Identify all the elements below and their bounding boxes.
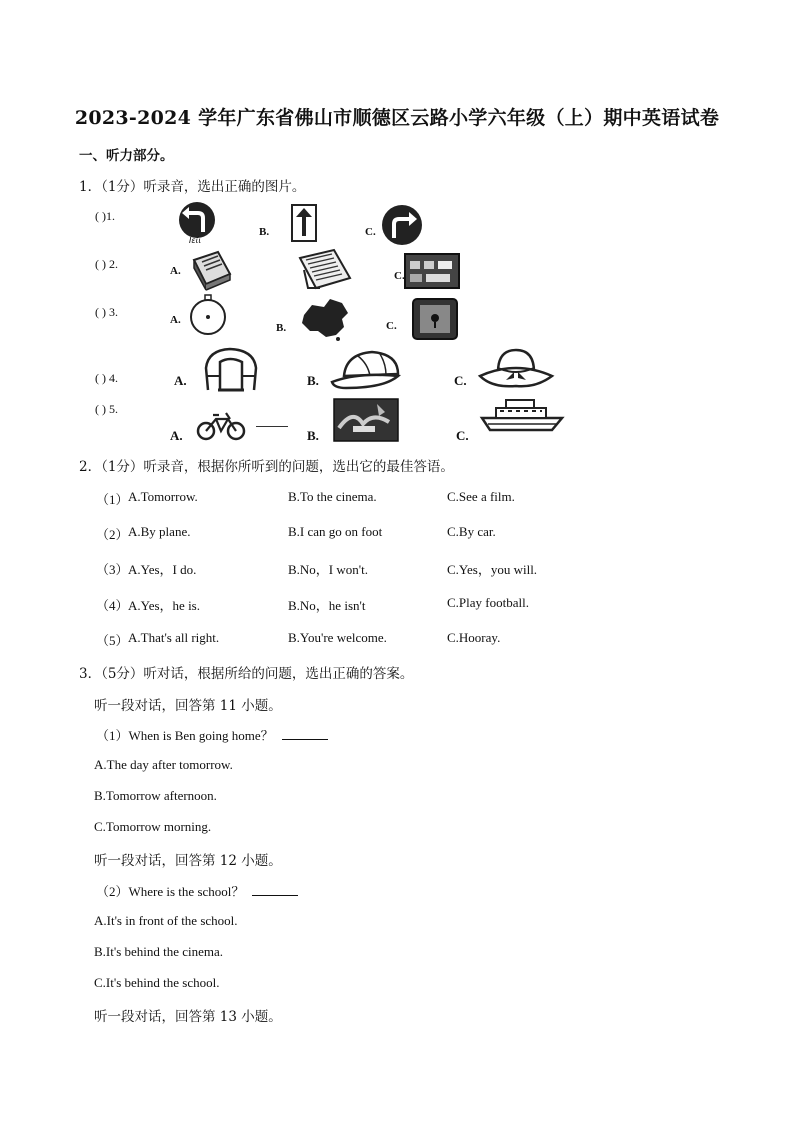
q1-row-2-paren: ( ) 2. xyxy=(95,257,118,271)
newspaper-icon xyxy=(296,248,354,292)
q3-sub-1-option-a: A.The day after tomorrow. xyxy=(94,757,233,772)
q3-intro-1: 听一段对话，回答第 11 小题。 xyxy=(94,698,282,714)
q2-item-4-num: （4） xyxy=(96,598,129,613)
q3-sub-2-option-c: C.It's behind the school. xyxy=(94,975,220,990)
section-heading-listening: 一、听力部分。 xyxy=(79,148,174,164)
china-map-icon xyxy=(298,297,350,341)
svg-text:Ιείι: Ιείι xyxy=(189,236,202,245)
q2-item-3-option-a: A.Yes，I do. xyxy=(128,562,197,577)
q2-item-4-option-a: A.Yes，he is. xyxy=(128,598,200,613)
cd-case-icon xyxy=(404,253,460,289)
q2-item-5-option-b: B.You're welcome. xyxy=(288,630,387,645)
q2-item-1-option-a: A.Tomorrow. xyxy=(128,489,198,504)
q3-sub-1-question-text: （1）When is Ben going home？ xyxy=(96,728,274,743)
page-title: 2023-2024 学年广东省佛山市顺德区云路小学六年级（上）期中英语试卷 xyxy=(74,107,720,129)
q2-item-2-num: （2） xyxy=(96,527,129,542)
sled-scene-icon xyxy=(333,398,399,442)
q3-sub-1-question xyxy=(96,725,328,744)
q2-item-2-option-b: B.I can go on foot xyxy=(288,524,383,539)
q2-item-4-option-b: B.No，he isn't xyxy=(288,598,366,613)
ship-icon xyxy=(480,398,564,434)
q1-row-1-label-c: C. xyxy=(365,226,376,238)
question-2-prompt: 2．（1分）听录音，根据你所听到的问题，选出它的最佳答语。 xyxy=(79,459,454,475)
bicycle-icon xyxy=(196,410,246,442)
q1-row-4-paren: ( ) 4. xyxy=(95,371,118,385)
q1-row-5-label-b: B. xyxy=(307,428,319,443)
answer-blank[interactable] xyxy=(282,727,328,740)
cap-icon xyxy=(328,348,408,392)
q3-intro-3: 听一段对话，回答第 13 小题。 xyxy=(94,1009,282,1025)
answer-blank[interactable] xyxy=(252,883,298,896)
q2-item-1-num: （1） xyxy=(96,492,129,507)
sun-hat-icon xyxy=(476,346,556,394)
q2-item-2-option-c: C.By car. xyxy=(447,524,496,539)
navigation-device-icon xyxy=(412,298,458,340)
q1-row-1-label-b: B. xyxy=(259,226,270,238)
turn-left-sign-icon xyxy=(175,202,221,244)
compass-icon xyxy=(188,294,228,336)
q2-item-1-option-b: B.To the cinema. xyxy=(288,489,377,504)
q1-row-4-label-b: B. xyxy=(307,373,319,388)
q1-row-3-label-a: A. xyxy=(170,314,181,326)
helmet-icon xyxy=(200,346,262,396)
q3-sub-2-option-a: A.It's in front of the school. xyxy=(94,913,238,928)
q1-row-2-label-c: C. xyxy=(394,270,405,282)
q1-row-5-label-c: C. xyxy=(456,428,469,443)
q1-row-3-label-c: C. xyxy=(386,320,397,332)
q2-item-3-option-c: C.Yes，you will. xyxy=(447,562,538,577)
q2-item-3-option-b: B.No，I won't. xyxy=(288,562,368,577)
q1-row-4-label-c: C. xyxy=(454,373,467,388)
separator-line xyxy=(256,426,288,427)
q3-sub-2-question-text: （2）Where is the school？ xyxy=(96,884,245,899)
dictionary-icon xyxy=(188,248,234,290)
q1-row-5-paren: ( ) 5. xyxy=(95,402,118,416)
q2-item-1-option-c: C.See a film. xyxy=(447,489,515,504)
q2-item-5-option-a: A.That's all right. xyxy=(128,630,220,645)
turn-right-sign-icon xyxy=(380,204,424,246)
q1-row-3-paren: ( ) 3. xyxy=(95,305,118,319)
q3-intro-2: 听一段对话，回答第 12 小题。 xyxy=(94,853,282,869)
q1-row-3-label-b: B. xyxy=(276,322,287,334)
go-straight-sign-icon xyxy=(291,204,317,242)
q1-row-2-label-a: A. xyxy=(170,265,181,277)
q2-item-5-num: （5） xyxy=(96,633,129,648)
q3-sub-1-option-b: B.Tomorrow afternoon. xyxy=(94,788,217,803)
q3-sub-1-option-c: C.Tomorrow morning. xyxy=(94,819,212,834)
q3-sub-2-option-b: B.It's behind the cinema. xyxy=(94,944,224,959)
question-1-prompt: 1．（1分）听录音，选出正确的图片。 xyxy=(79,179,306,195)
q1-row-5-label-a: A. xyxy=(170,428,183,443)
q1-row-4-label-a: A. xyxy=(174,373,187,388)
q2-item-3-num: （3） xyxy=(96,562,129,577)
q1-row-1-paren: ( )1. xyxy=(95,209,115,223)
q2-item-4-option-c: C.Play football. xyxy=(447,595,529,610)
q2-item-5-option-c: C.Hooray. xyxy=(447,630,501,645)
q3-sub-2-question xyxy=(96,881,298,900)
question-3-prompt: 3．（5分）听对话，根据所给的问题，选出正确的答案。 xyxy=(79,666,414,682)
q2-item-2-option-a: A.By plane. xyxy=(128,524,191,539)
